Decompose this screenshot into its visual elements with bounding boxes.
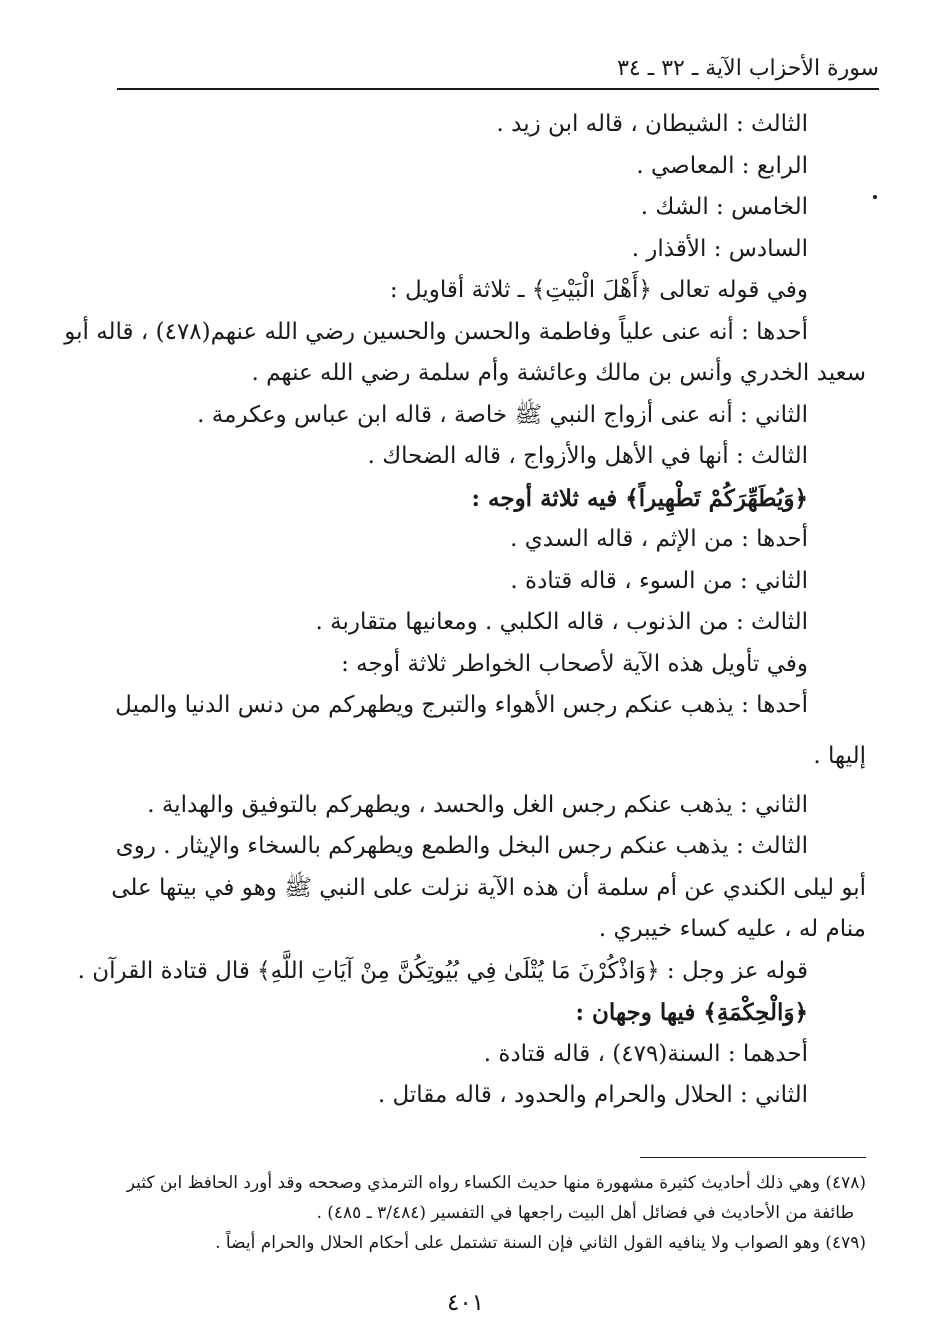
text-line: أحدهما : السنة(٤٧٩) ، قاله قتادة .: [483, 1040, 808, 1067]
footnotes: [108, 1168, 866, 1258]
text-line: الثالث : الشيطان ، قاله ابن زيد .: [496, 111, 808, 137]
text-line: الثاني : الحلال والحرام والحدود ، قاله مقاتل .: [377, 1082, 808, 1108]
text-line: أبو ليلى الكندي عن أم سلمة أن هذه الآية نزلت على النبي ﷺ وهو في بيتها على: [111, 874, 866, 901]
quran-verse-line: ﴿وَيُطَهِّرَكُمْ تَطْهِيراً﴾ فيه ثلاثة أوجه :: [471, 484, 808, 512]
text-line: أحدها : أنه عنى علياً وفاطمة والحسن والحسين رضي الله عنهم(٤٧٨) ، قاله أبو: [64, 318, 808, 345]
quran-verse-line: ﴿وَالْحِكْمَةِ﴾ فيها وجهان :: [575, 999, 808, 1026]
text-line: منام له ، عليه كساء خيبري .: [598, 916, 866, 942]
body-text: [64, 104, 866, 1117]
text-line: وفي قوله تعالى ﴿أَهْلَ الْبَيْتِ﴾ ـ ثلاثة أقاويل :: [389, 277, 808, 303]
text-line: الثالث : أنها في الأهل والأزواج ، قاله الضحاك .: [367, 443, 808, 469]
footnote-479: (٤٧٩) وهو الصواب ولا ينافيه القول الثاني فإن السنة تشتمل على أحكام الحلال والحرام أيضاً .: [215, 1233, 866, 1253]
margin-dot: [873, 195, 877, 199]
running-header: سورة الأحزاب الآية ـ ٣٢ ـ ٣٤: [617, 56, 879, 81]
text-line: الثالث : من الذنوب ، قاله الكلبي . ومعانيها متقاربة .: [315, 609, 808, 635]
text-line: أحدها : يذهب عنكم رجس الأهواء والتبرج ويطهركم من دنس الدنيا والميل: [115, 692, 808, 718]
text-line: الخامس : الشك .: [640, 194, 808, 220]
text-line: الثاني : أنه عنى أزواج النبي ﷺ خاصة ، قاله ابن عباس وعكرمة .: [197, 401, 808, 428]
text-line: سعيد الخدري وأنس بن مالك وعائشة وأم سلمة رضي الله عنهم .: [251, 360, 866, 386]
text-line: إليها .: [813, 742, 866, 769]
quran-verse-line: قوله عز وجل : ﴿وَاذْكُرْنَ مَا يُتْلَىٰ فِي بُيُوتِكُنَّ مِنْ آيَاتِ اللَّهِ﴾ قال قتادة القرآن .: [77, 957, 808, 984]
text-line: وفي تأويل هذه الآية لأصحاب الخواطر ثلاثة أوجه :: [341, 650, 808, 677]
text-line: أحدها : من الإثم ، قاله السدي .: [510, 526, 808, 552]
text-line: الثالث : يذهب عنكم رجس البخل والطمع ويطهركم بالسخاء والإيثار . روى: [115, 833, 808, 859]
text-line: الثاني : يذهب عنكم رجس الغل والحسد ، ويطهركم بالتوفيق والهداية .: [147, 791, 808, 818]
header-rule: [117, 88, 879, 90]
footnote-478: (٤٧٨) وهي ذلك أحاديث كثيرة مشهورة منها حديث الكساء رواه الترمذي وصححه وقد أورد الحافظ ابن كثير: [126, 1173, 866, 1193]
page-number: ٤٠١: [446, 1290, 485, 1316]
footnote-478-continued: طائفة من الأحاديث في فضائل أهل البيت راجعها في التفسير (٣/٤٨٤ ـ ٤٨٥) .: [316, 1203, 854, 1223]
text-line: الرابع : المعاصي .: [636, 152, 808, 179]
text-line: السادس : الأقذار .: [631, 235, 808, 262]
text-line: الثاني : من السوء ، قاله قتادة .: [510, 567, 808, 594]
footnote-rule: [640, 1157, 866, 1158]
